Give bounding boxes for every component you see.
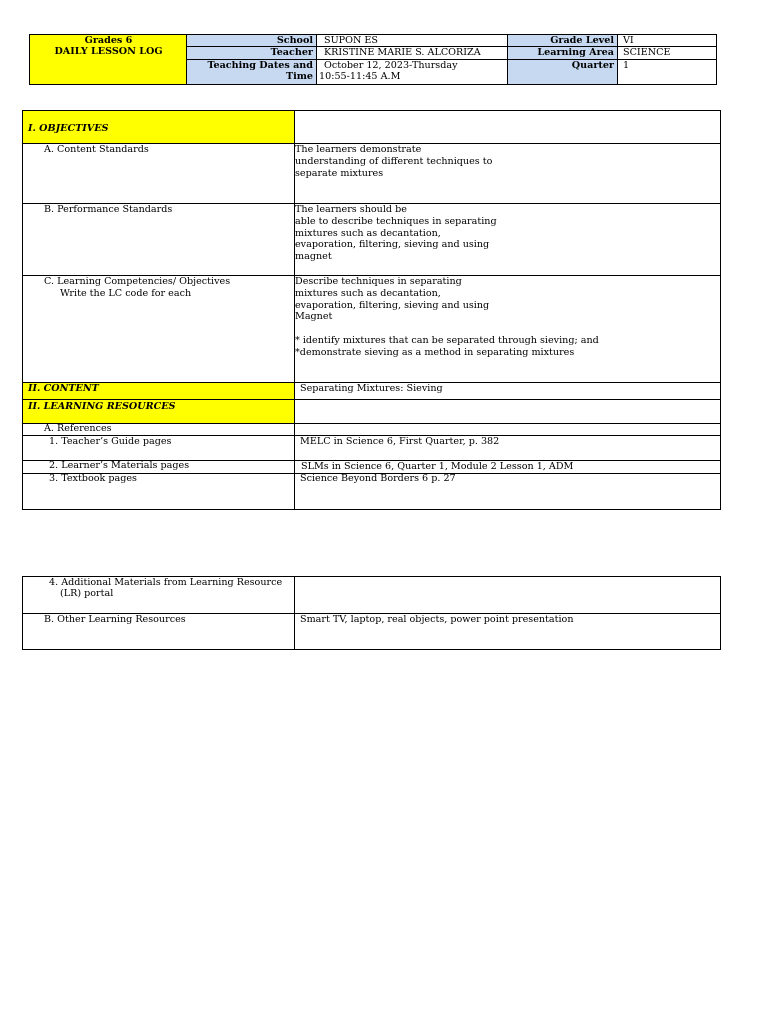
teacher-value-cell xyxy=(317,47,508,60)
teacher-label: Teacher xyxy=(270,47,313,58)
learners-materials-row xyxy=(23,461,720,473)
log-title: DAILY LESSON LOG xyxy=(54,46,163,57)
teacher-label-cell xyxy=(187,47,317,60)
learning-area-label-cell xyxy=(508,47,618,60)
content-standards-text: The learners demonstrate understanding of different techniques to separate mixtures xyxy=(295,144,493,179)
objectives-heading-row xyxy=(23,111,720,143)
teachers-guide-label-cell xyxy=(23,436,294,460)
dates-label-1: Teaching Dates and xyxy=(207,60,313,71)
grade-title-cell xyxy=(30,35,187,84)
content-row xyxy=(23,383,720,399)
textbook-value-cell xyxy=(294,474,720,509)
content-standards-row xyxy=(23,144,720,203)
references-label: A. References xyxy=(44,423,112,434)
quarter-label: Quarter xyxy=(571,60,614,71)
learning-area-value: SCIENCE xyxy=(623,47,671,58)
textbook-row xyxy=(23,474,720,509)
content-standards-label-cell xyxy=(23,144,294,203)
grade-level-label: Grade Level xyxy=(550,35,614,46)
other-resources-label-cell xyxy=(23,614,294,649)
textbook-value: Science Beyond Borders 6 p. 27 xyxy=(300,473,456,484)
quarter-value: 1 xyxy=(623,60,630,71)
teachers-guide-row xyxy=(23,436,720,460)
references-label-cell xyxy=(23,424,294,435)
competencies-label-cell xyxy=(23,276,294,382)
competencies-label-2: Write the LC code for each xyxy=(60,288,192,299)
additional-materials-value-cell xyxy=(294,577,720,613)
performance-standards-label-cell xyxy=(23,204,294,275)
references-row xyxy=(23,424,720,435)
grade-level-value: VI xyxy=(623,35,634,46)
performance-standards-text: The learners should be able to describe techniques in separating mixtures such as decantation, evaporation, filtering, sieving and using magnet xyxy=(295,204,497,263)
quarter-label-cell xyxy=(508,60,618,84)
performance-standards-value-cell xyxy=(294,204,720,275)
textbook-label-cell xyxy=(23,474,294,509)
school-value: SUPON ES xyxy=(324,35,378,46)
school-label: School xyxy=(276,35,313,46)
resources-heading: II. LEARNING RESOURCES xyxy=(28,401,176,412)
other-resources-label: B. Other Learning Resources xyxy=(44,614,186,625)
resources-heading-cell xyxy=(23,400,294,423)
grade-title: Grades 6 xyxy=(84,35,133,46)
content-heading: II. CONTENT xyxy=(28,383,99,394)
additional-materials-label-1: 4. Additional Materials from Learning Resource xyxy=(49,577,283,588)
competencies-text: Describe techniques in separating mixtures such as decantation, evaporation, filtering, sieving and using Magnet * identify mixtures that can be separated through sieving; and *demonstrate sieving as a method in separating mixtures xyxy=(295,276,599,358)
school-value-cell xyxy=(317,35,508,47)
grade-level-label-cell xyxy=(508,35,618,47)
dates-label-cell xyxy=(187,60,317,84)
performance-standards-row xyxy=(23,204,720,275)
objectives-heading-cell xyxy=(23,111,294,143)
objectives-heading-value xyxy=(294,111,720,143)
other-resources-row xyxy=(23,614,720,649)
grade-level-value-cell xyxy=(618,35,716,47)
other-resources-value: Smart TV, laptop, real objects, power point presentation xyxy=(300,614,574,625)
content-standards-value-cell xyxy=(294,144,720,203)
teachers-guide-value: MELC in Science 6, First Quarter, p. 382 xyxy=(300,436,500,447)
learning-area-label: Learning Area xyxy=(537,47,614,58)
resources-heading-row xyxy=(23,400,720,423)
content-value: Separating Mixtures: Sieving xyxy=(300,383,443,394)
content-heading-cell xyxy=(23,383,294,399)
learners-materials-value: SLMs in Science 6, Quarter 1, Module 2 Lesson 1, ADM xyxy=(301,461,574,472)
lesson-table xyxy=(22,110,721,510)
additional-materials-row xyxy=(23,577,720,613)
quarter-value-cell xyxy=(618,60,716,84)
dates-value-1: October 12, 2023-Thursday xyxy=(324,60,458,71)
dates-value-cell xyxy=(317,60,508,84)
competencies-row xyxy=(23,276,720,382)
objectives-heading: I. OBJECTIVES xyxy=(28,123,109,134)
dates-label-2: Time xyxy=(285,71,313,82)
additional-resources-table xyxy=(22,576,721,650)
content-value-cell xyxy=(294,383,720,399)
school-label-cell xyxy=(187,35,317,47)
resources-heading-value xyxy=(294,400,720,423)
content-standards-label: A. Content Standards xyxy=(44,144,149,155)
references-value-cell xyxy=(294,424,720,435)
competencies-label-1: C. Learning Competencies/ Objectives xyxy=(44,276,231,287)
teacher-value: KRISTINE MARIE S. ALCORIZA xyxy=(324,47,481,58)
competencies-value-cell xyxy=(294,276,720,382)
additional-materials-label-cell xyxy=(23,577,294,613)
additional-materials-label-2: (LR) portal xyxy=(60,588,114,599)
textbook-label: 3. Textbook pages xyxy=(49,473,137,484)
learners-materials-value-cell xyxy=(294,461,720,473)
learning-area-value-cell xyxy=(618,47,716,60)
dates-value-2: 10:55-11:45 A.M xyxy=(319,71,401,82)
learners-materials-label: 2. Learner’s Materials pages xyxy=(49,460,190,471)
performance-standards-label: B. Performance Standards xyxy=(44,204,173,215)
learners-materials-label-cell xyxy=(23,461,294,473)
other-resources-value-cell xyxy=(294,614,720,649)
teachers-guide-label: 1. Teacher’s Guide pages xyxy=(49,436,172,447)
header-table xyxy=(29,34,717,85)
teachers-guide-value-cell xyxy=(294,436,720,460)
